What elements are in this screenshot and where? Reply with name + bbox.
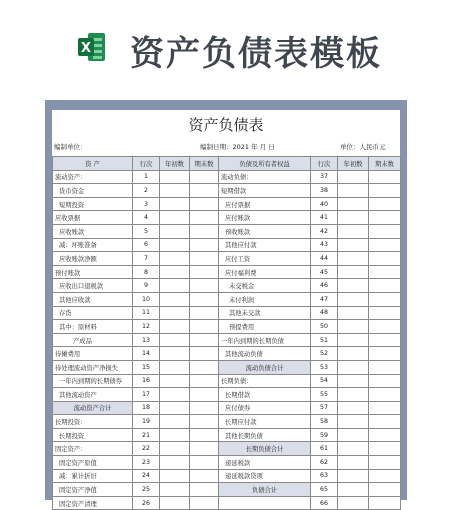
asset-line-cell[interactable]: 12 [133, 320, 160, 334]
table-row [53, 469, 401, 483]
asset-opening-cell[interactable] [160, 211, 190, 225]
liability-opening-cell[interactable] [338, 170, 369, 184]
asset-opening-cell[interactable] [160, 456, 190, 470]
liability-line-cell[interactable]: 65 [311, 483, 338, 497]
liability-closing-cell[interactable] [369, 388, 401, 402]
liability-line-cell[interactable]: 42 [311, 224, 338, 238]
liability-opening-cell[interactable] [338, 197, 369, 211]
asset-name-cell[interactable]: 其中：原材料 [53, 320, 133, 334]
table-row [53, 415, 401, 429]
asset-closing-cell[interactable] [190, 442, 219, 456]
liability-name-cell[interactable]: 未付利润 [219, 292, 311, 306]
liability-opening-cell[interactable] [338, 374, 369, 388]
asset-opening-cell[interactable] [160, 333, 190, 347]
liability-closing-cell[interactable] [369, 265, 401, 279]
table-row [53, 265, 401, 279]
asset-opening-cell[interactable] [160, 306, 190, 320]
excel-icon [78, 31, 106, 63]
liability-opening-cell[interactable] [338, 333, 369, 347]
asset-line-cell[interactable]: 7 [133, 252, 160, 266]
liability-closing-cell[interactable] [369, 224, 401, 238]
asset-name-cell[interactable]: 应收账款 [53, 224, 133, 238]
asset-closing-cell[interactable] [190, 292, 219, 306]
liability-opening-cell[interactable] [338, 279, 369, 293]
liability-closing-cell[interactable] [369, 252, 401, 266]
asset-line-cell[interactable]: 16 [133, 374, 160, 388]
table-row [53, 184, 401, 198]
liability-opening-cell[interactable] [338, 224, 369, 238]
liability-line-cell[interactable]: 63 [311, 469, 338, 483]
asset-closing-cell[interactable] [190, 279, 219, 293]
asset-name-cell[interactable]: 流动资产： [53, 170, 133, 184]
liability-opening-cell[interactable] [338, 469, 369, 483]
table-row [53, 197, 401, 211]
liability-name-cell[interactable]: 递延税款贷项 [219, 469, 311, 483]
liability-name-cell[interactable]: 递延税款 [219, 456, 311, 470]
asset-closing-cell[interactable] [190, 320, 219, 334]
meta-row [52, 142, 400, 154]
liability-name-cell[interactable]: 预收账款 [219, 224, 311, 238]
asset-opening-cell[interactable] [160, 238, 190, 252]
liability-line-cell[interactable]: 40 [311, 197, 338, 211]
header-cell: 期末数 [369, 157, 401, 171]
asset-name-cell[interactable]: 待处理流动资产净损失 [53, 360, 133, 374]
table-row [53, 401, 401, 415]
asset-opening-cell[interactable] [160, 347, 190, 361]
liability-line-cell[interactable]: 45 [311, 265, 338, 279]
liability-line-cell[interactable]: 50 [311, 320, 338, 334]
asset-opening-cell[interactable] [160, 442, 190, 456]
table-row [53, 347, 401, 361]
table-row [53, 170, 401, 184]
asset-name-cell[interactable]: 固定资产净值 [53, 483, 133, 497]
header-cell: 行次 [133, 157, 160, 171]
table-row [53, 442, 401, 456]
asset-opening-cell[interactable] [160, 320, 190, 334]
asset-line-cell[interactable]: 19 [133, 415, 160, 429]
liability-name-cell[interactable]: 应付账款 [219, 211, 311, 225]
liability-opening-cell[interactable] [338, 306, 369, 320]
asset-opening-cell[interactable] [160, 252, 190, 266]
liability-closing-cell[interactable] [369, 279, 401, 293]
liability-closing-cell[interactable] [369, 442, 401, 456]
liability-name-cell[interactable]: 应付福利费 [219, 265, 311, 279]
asset-line-cell[interactable]: 23 [133, 456, 160, 470]
table-row [53, 252, 401, 266]
liability-name-cell[interactable]: 一年内到期的长期负债 [219, 333, 311, 347]
liability-name-cell[interactable]: 流动负债： [219, 170, 311, 184]
liability-line-cell[interactable]: 62 [311, 456, 338, 470]
asset-opening-cell[interactable] [160, 265, 190, 279]
liability-closing-cell[interactable] [369, 292, 401, 306]
asset-closing-cell[interactable] [190, 496, 219, 510]
balance-sheet-table [52, 156, 401, 510]
asset-closing-cell[interactable] [190, 388, 219, 402]
liability-opening-cell[interactable] [338, 265, 369, 279]
liability-closing-cell[interactable] [369, 496, 401, 510]
liability-name-cell[interactable]: 其他长期负债 [219, 428, 311, 442]
asset-name-cell[interactable]: 固定资产原值 [53, 456, 133, 470]
liability-opening-cell[interactable] [338, 388, 369, 402]
date-label: 编制日期：2021 年 月 日 [200, 143, 275, 151]
asset-line-cell[interactable]: 17 [133, 388, 160, 402]
liability-opening-cell[interactable] [338, 401, 369, 415]
asset-line-cell[interactable]: 3 [133, 197, 160, 211]
liability-name-cell[interactable]: 长期借款 [219, 388, 311, 402]
asset-opening-cell[interactable] [160, 388, 190, 402]
liability-line-cell[interactable]: 44 [311, 252, 338, 266]
liability-closing-cell[interactable] [369, 211, 401, 225]
liability-name-cell[interactable]: 其他流动负债 [219, 347, 311, 361]
liability-line-cell[interactable]: 66 [311, 496, 338, 510]
liability-opening-cell[interactable] [338, 428, 369, 442]
liability-opening-cell[interactable] [338, 456, 369, 470]
liability-line-cell[interactable]: 59 [311, 428, 338, 442]
asset-opening-cell[interactable] [160, 374, 190, 388]
asset-opening-cell[interactable] [160, 197, 190, 211]
asset-closing-cell[interactable] [190, 456, 219, 470]
asset-line-cell[interactable]: 13 [133, 333, 160, 347]
table-row [53, 360, 401, 374]
asset-name-cell[interactable]: 应收账款净额 [53, 252, 133, 266]
liability-line-cell[interactable]: 53 [311, 360, 338, 374]
asset-closing-cell[interactable] [190, 401, 219, 415]
liability-closing-cell[interactable] [369, 184, 401, 198]
table-row [53, 388, 401, 402]
asset-opening-cell[interactable] [160, 279, 190, 293]
liability-closing-cell[interactable] [369, 374, 401, 388]
asset-opening-cell[interactable] [160, 292, 190, 306]
liability-line-cell[interactable]: 37 [311, 170, 338, 184]
asset-opening-cell[interactable] [160, 401, 190, 415]
table-row [53, 496, 401, 510]
asset-closing-cell[interactable] [190, 360, 219, 374]
liability-opening-cell[interactable] [338, 442, 369, 456]
asset-name-cell[interactable]: 减：坏账准备 [53, 238, 133, 252]
table-row [53, 320, 401, 334]
asset-closing-cell[interactable] [190, 184, 219, 198]
asset-opening-cell[interactable] [160, 184, 190, 198]
asset-closing-cell[interactable] [190, 252, 219, 266]
unit-label: 编制单位： [54, 143, 87, 151]
table-row [53, 279, 401, 293]
liability-closing-cell[interactable] [369, 428, 401, 442]
spreadsheet[interactable] [52, 110, 400, 508]
asset-line-cell[interactable]: 22 [133, 442, 160, 456]
asset-name-cell[interactable]: 一年内到期的长期债券 [53, 374, 133, 388]
liability-name-cell[interactable]: 预提费用 [219, 320, 311, 334]
asset-line-cell[interactable]: 24 [133, 469, 160, 483]
liability-opening-cell[interactable] [338, 360, 369, 374]
asset-name-cell[interactable]: 长期投资： [53, 415, 133, 429]
liability-name-cell[interactable]: 负债合计 [219, 483, 311, 497]
asset-closing-cell[interactable] [190, 238, 219, 252]
asset-opening-cell[interactable] [160, 496, 190, 510]
liability-name-cell[interactable]: 应付债券 [219, 401, 311, 415]
liability-closing-cell[interactable] [369, 347, 401, 361]
logo-letter: X [80, 41, 92, 56]
liability-closing-cell[interactable] [369, 170, 401, 184]
asset-closing-cell[interactable] [190, 428, 219, 442]
asset-name-cell[interactable]: 存货 [53, 306, 133, 320]
liability-opening-cell[interactable] [338, 252, 369, 266]
asset-closing-cell[interactable] [190, 170, 219, 184]
asset-closing-cell[interactable] [190, 415, 219, 429]
liability-closing-cell[interactable] [369, 320, 401, 334]
liability-name-cell[interactable] [219, 496, 311, 510]
asset-line-cell[interactable]: 9 [133, 279, 160, 293]
liability-name-cell[interactable]: 长期负债合计 [219, 442, 311, 456]
asset-name-cell[interactable]: 应收出口退税款 [53, 279, 133, 293]
asset-line-cell[interactable]: 11 [133, 306, 160, 320]
liability-line-cell[interactable]: 38 [311, 184, 338, 198]
liability-name-cell[interactable]: 流动负债合计 [219, 360, 311, 374]
table-row [53, 483, 401, 497]
table-row [53, 333, 401, 347]
table-header-row [53, 157, 401, 171]
asset-opening-cell[interactable] [160, 360, 190, 374]
asset-closing-cell[interactable] [190, 211, 219, 225]
liability-name-cell[interactable]: 长期负债： [219, 374, 311, 388]
asset-name-cell[interactable]: 产成品 [53, 333, 133, 347]
liability-line-cell[interactable]: 58 [311, 415, 338, 429]
liability-closing-cell[interactable] [369, 401, 401, 415]
liability-name-cell[interactable]: 应付票据 [219, 197, 311, 211]
table-row [53, 292, 401, 306]
asset-line-cell[interactable]: 2 [133, 184, 160, 198]
asset-name-cell[interactable]: 固定资产清理 [53, 496, 133, 510]
liability-line-cell[interactable]: 46 [311, 279, 338, 293]
liability-line-cell[interactable]: 41 [311, 211, 338, 225]
liability-line-cell[interactable]: 52 [311, 347, 338, 361]
asset-opening-cell[interactable] [160, 469, 190, 483]
liability-line-cell[interactable]: 54 [311, 374, 338, 388]
asset-opening-cell[interactable] [160, 483, 190, 497]
liability-line-cell[interactable]: 43 [311, 238, 338, 252]
asset-opening-cell[interactable] [160, 170, 190, 184]
asset-line-cell[interactable]: 5 [133, 224, 160, 238]
header-cell: 期末数 [190, 157, 219, 171]
liability-name-cell[interactable]: 其他应付款 [219, 238, 311, 252]
liability-closing-cell[interactable] [369, 238, 401, 252]
asset-closing-cell[interactable] [190, 374, 219, 388]
asset-closing-cell[interactable] [190, 333, 219, 347]
liability-closing-cell[interactable] [369, 469, 401, 483]
asset-line-cell[interactable]: 14 [133, 347, 160, 361]
liability-closing-cell[interactable] [369, 415, 401, 429]
asset-opening-cell[interactable] [160, 428, 190, 442]
asset-line-cell[interactable]: 18 [133, 401, 160, 415]
liability-line-cell[interactable]: 47 [311, 292, 338, 306]
table-row [53, 456, 401, 470]
liability-line-cell[interactable]: 57 [311, 401, 338, 415]
asset-closing-cell[interactable] [190, 306, 219, 320]
asset-closing-cell[interactable] [190, 347, 219, 361]
asset-name-cell[interactable]: 应收票据 [53, 211, 133, 225]
liability-line-cell[interactable]: 51 [311, 333, 338, 347]
asset-line-cell[interactable]: 25 [133, 483, 160, 497]
header-cell: 年初数 [338, 157, 369, 171]
header-cell: 负债及所有者权益 [219, 157, 311, 171]
liability-line-cell[interactable]: 61 [311, 442, 338, 456]
asset-opening-cell[interactable] [160, 415, 190, 429]
liability-opening-cell[interactable] [338, 211, 369, 225]
asset-name-cell[interactable]: 其他流动资产 [53, 388, 133, 402]
sheet-title: 资产负债表 [188, 116, 264, 134]
table-row [53, 428, 401, 442]
asset-name-cell[interactable]: 减：累计折旧 [53, 469, 133, 483]
asset-name-cell[interactable]: 预付账款 [53, 265, 133, 279]
asset-closing-cell[interactable] [190, 265, 219, 279]
liability-opening-cell[interactable] [338, 320, 369, 334]
asset-line-cell[interactable]: 15 [133, 360, 160, 374]
liability-closing-cell[interactable] [369, 306, 401, 320]
asset-name-cell[interactable]: 流动资产合计 [53, 401, 133, 415]
liability-name-cell[interactable]: 未交税金 [219, 279, 311, 293]
asset-opening-cell[interactable] [160, 224, 190, 238]
banner [0, 0, 450, 100]
liability-opening-cell[interactable] [338, 347, 369, 361]
table-row [53, 238, 401, 252]
page-title: 资产负债表模板 [130, 34, 382, 74]
asset-name-cell[interactable]: 固定资产： [53, 442, 133, 456]
liability-name-cell[interactable]: 应付工资 [219, 252, 311, 266]
liability-closing-cell[interactable] [369, 483, 401, 497]
asset-closing-cell[interactable] [190, 469, 219, 483]
liability-closing-cell[interactable] [369, 333, 401, 347]
liability-opening-cell[interactable] [338, 184, 369, 198]
liability-opening-cell[interactable] [338, 292, 369, 306]
asset-line-cell[interactable]: 8 [133, 265, 160, 279]
asset-closing-cell[interactable] [190, 224, 219, 238]
asset-name-cell[interactable]: 长期投资 [53, 428, 133, 442]
table-row [53, 224, 401, 238]
asset-line-cell[interactable]: 26 [133, 496, 160, 510]
asset-line-cell[interactable]: 21 [133, 428, 160, 442]
header-cell: 资 产 [53, 157, 133, 171]
liability-closing-cell[interactable] [369, 456, 401, 470]
liability-closing-cell[interactable] [369, 197, 401, 211]
table-row [53, 306, 401, 320]
table-row [53, 374, 401, 388]
currency-label: 单位：人民币元 [340, 143, 386, 151]
liability-name-cell[interactable]: 长期应付款 [219, 415, 311, 429]
asset-name-cell[interactable]: 短期投资 [53, 197, 133, 211]
liability-opening-cell[interactable] [338, 496, 369, 510]
asset-closing-cell[interactable] [190, 197, 219, 211]
asset-line-cell[interactable]: 4 [133, 211, 160, 225]
liability-opening-cell[interactable] [338, 483, 369, 497]
asset-line-cell[interactable]: 6 [133, 238, 160, 252]
asset-name-cell[interactable]: 其他应收款 [53, 292, 133, 306]
asset-name-cell[interactable]: 货币资金 [53, 184, 133, 198]
liability-opening-cell[interactable] [338, 415, 369, 429]
liability-line-cell[interactable]: 55 [311, 388, 338, 402]
asset-line-cell[interactable]: 1 [133, 170, 160, 184]
asset-name-cell[interactable]: 待摊费用 [53, 347, 133, 361]
header-cell: 年初数 [160, 157, 190, 171]
asset-line-cell[interactable]: 10 [133, 292, 160, 306]
asset-closing-cell[interactable] [190, 483, 219, 497]
liability-name-cell[interactable]: 短期借款 [219, 184, 311, 198]
liability-opening-cell[interactable] [338, 238, 369, 252]
liability-line-cell[interactable]: 48 [311, 306, 338, 320]
liability-closing-cell[interactable] [369, 360, 401, 374]
header-cell: 行次 [311, 157, 338, 171]
liability-name-cell[interactable]: 其他未交款 [219, 306, 311, 320]
table-row [53, 211, 401, 225]
